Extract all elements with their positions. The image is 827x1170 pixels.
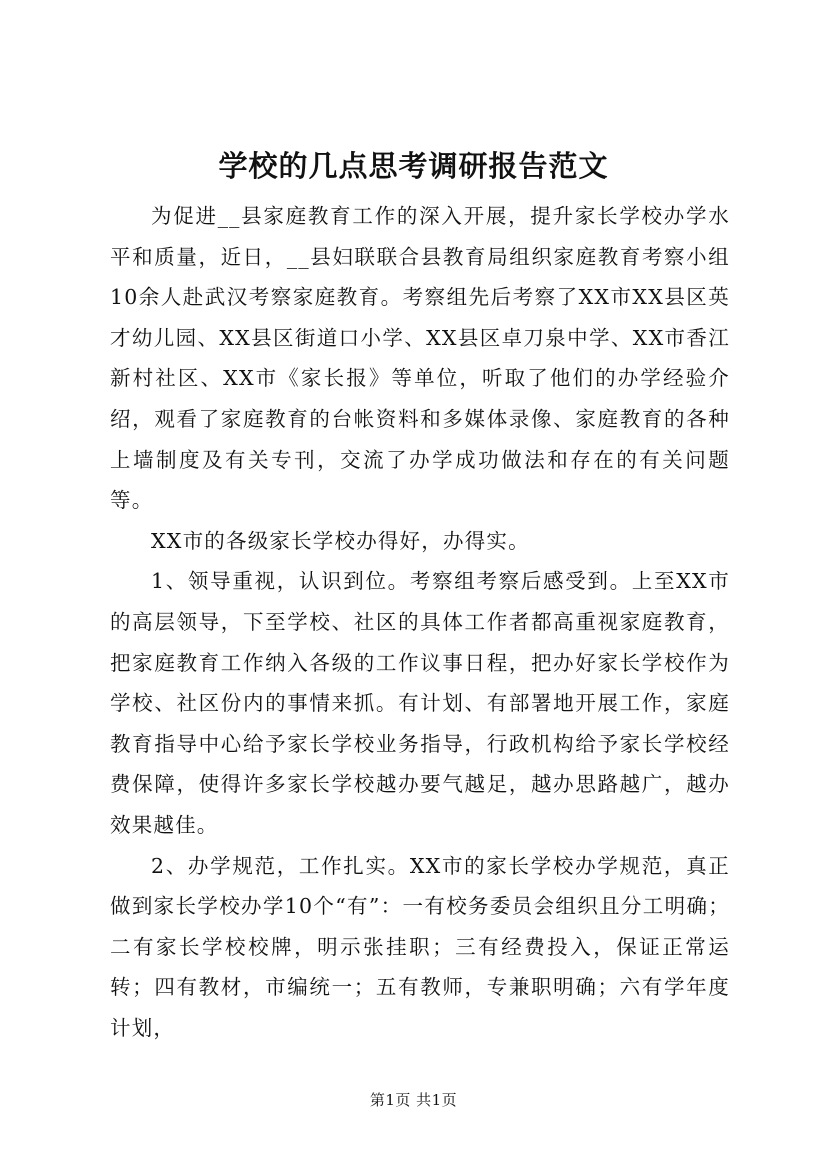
document-title: 学校的几点思考调研报告范文 [218, 149, 609, 183]
paragraph-intro: 为促进__县家庭教育工作的深入开展，提升家长学校办学水平和质量，近日，__县妇联联合县教育局组织家庭教育考察小组10余人赴武汉考察家庭教育。考察组先后考察了XX市XX县区英才幼儿园、XX县区街道口小学、XX县区卓刀泉中学、XX市香江新村社区、XX市《家长报》等单位，听取了他们的办学经验介绍，观看了家庭教育的台帐资料和多媒体录像、家庭教育的各种上墙制度及有关专刊，交流了办学成功做法和存在的有关问题等。 [110, 204, 730, 513]
paragraph-point-1: 1、领导重视，认识到位。考察组考察后感受到。上至XX市的高层领导，下至学校、社区的具体工作者都高重视家庭教育，把家庭教育工作纳入各级的工作议事日程，把办好家长学校作为学校、社区份内的事情来抓。有计划、有部署地开展工作，家庭教育指导中心给予家长学校业务指导，行政机构给予家长学校经费保障，使得许多家长学校越办要气越足，越办思路越广，越办效果越佳。 [110, 569, 730, 837]
paragraph-summary: XX市的各级家长学校办得好，办得实。 [151, 528, 530, 553]
page-number-footer: 第1页 共1页 [369, 1091, 458, 1109]
paragraph-point-2: 2、办学规范，工作扎实。XX市的家长学校办学规范，真正做到家长学校办学10个“有”：一有校务委员会组织且分工明确；二有家长学校校牌，明示张挂职；三有经费投入，保证正常运转；四有教材，市编统一；五有教师，专兼职明确；六有学年度计划， [110, 853, 730, 1040]
document-body [110, 196, 730, 1048]
